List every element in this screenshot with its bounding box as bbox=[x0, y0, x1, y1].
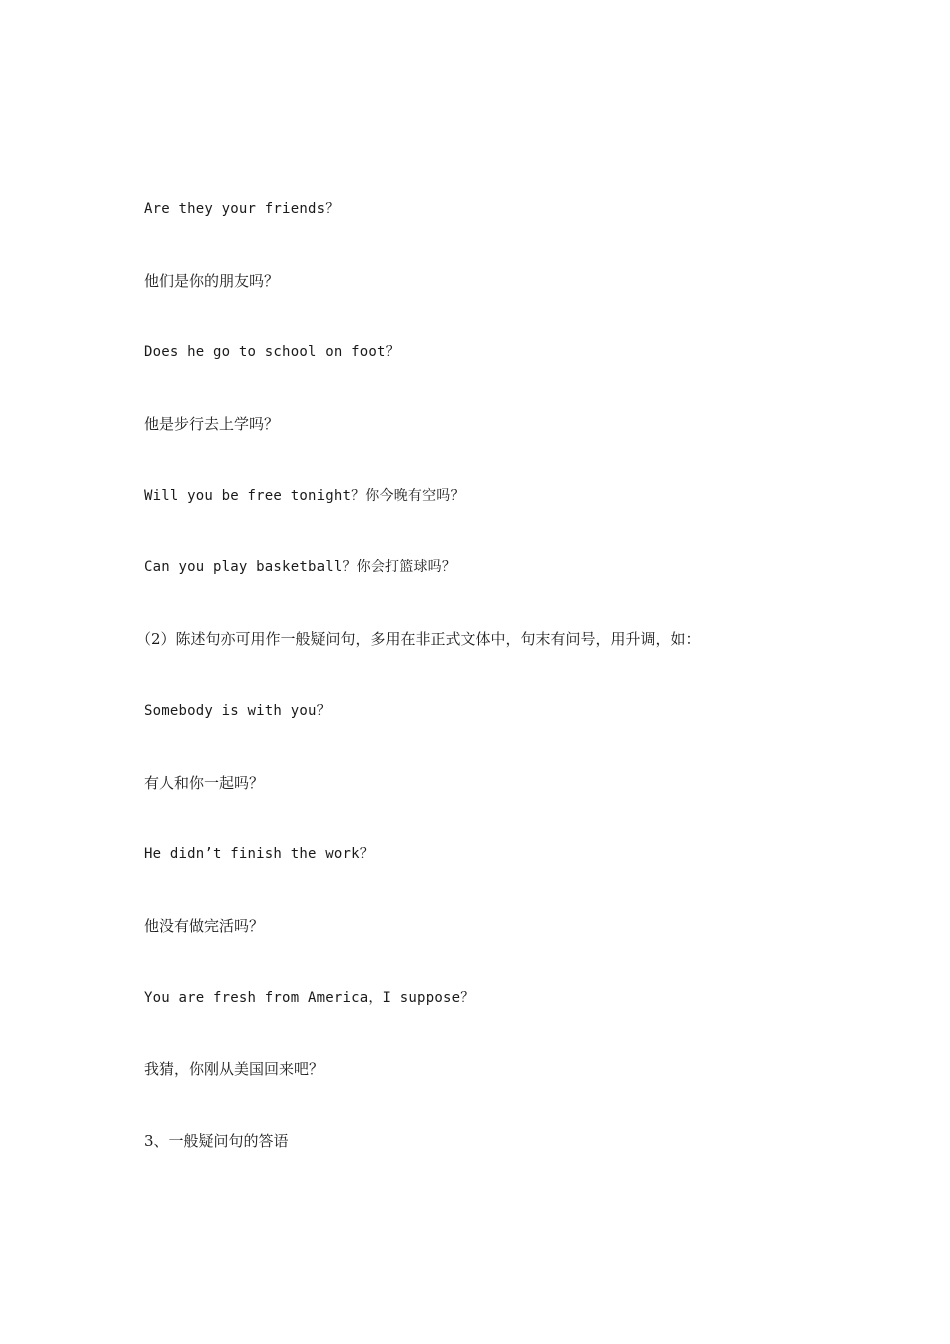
document-body bbox=[136, 197, 824, 1201]
example-sentence-chinese: 我猜，你刚从美国回来吧？ bbox=[144, 1060, 325, 1079]
example-sentence-chinese: 有人和你一起吗？ bbox=[144, 773, 265, 792]
example-sentence-english: Somebody is with you？ bbox=[144, 702, 331, 719]
example-sentence-english: Does he go to school on foot？ bbox=[144, 344, 400, 361]
section-heading: 3、一般疑问句的答语 bbox=[144, 1131, 289, 1150]
example-sentence-english: You are fresh from America，I suppose？ bbox=[144, 989, 475, 1006]
rule-paragraph: （2）陈述句亦可用作一般疑问句，多用在非正式文体中，句末有问号，用升调，如： bbox=[136, 630, 701, 649]
example-sentence-english: He didn’t finish the work？ bbox=[144, 846, 374, 863]
example-sentence-bilingual: Will you be free tonight？你今晚有空吗？ bbox=[144, 487, 465, 504]
example-sentence-english: Are they your friends？ bbox=[144, 201, 340, 217]
example-sentence-bilingual: Can you play basketball？你会打篮球吗？ bbox=[144, 559, 457, 576]
example-sentence-chinese: 他没有做完活吗？ bbox=[144, 916, 265, 935]
example-sentence-chinese: 他是步行去上学吗？ bbox=[144, 415, 280, 434]
example-sentence-chinese: 他们是你的朋友吗？ bbox=[144, 271, 280, 290]
